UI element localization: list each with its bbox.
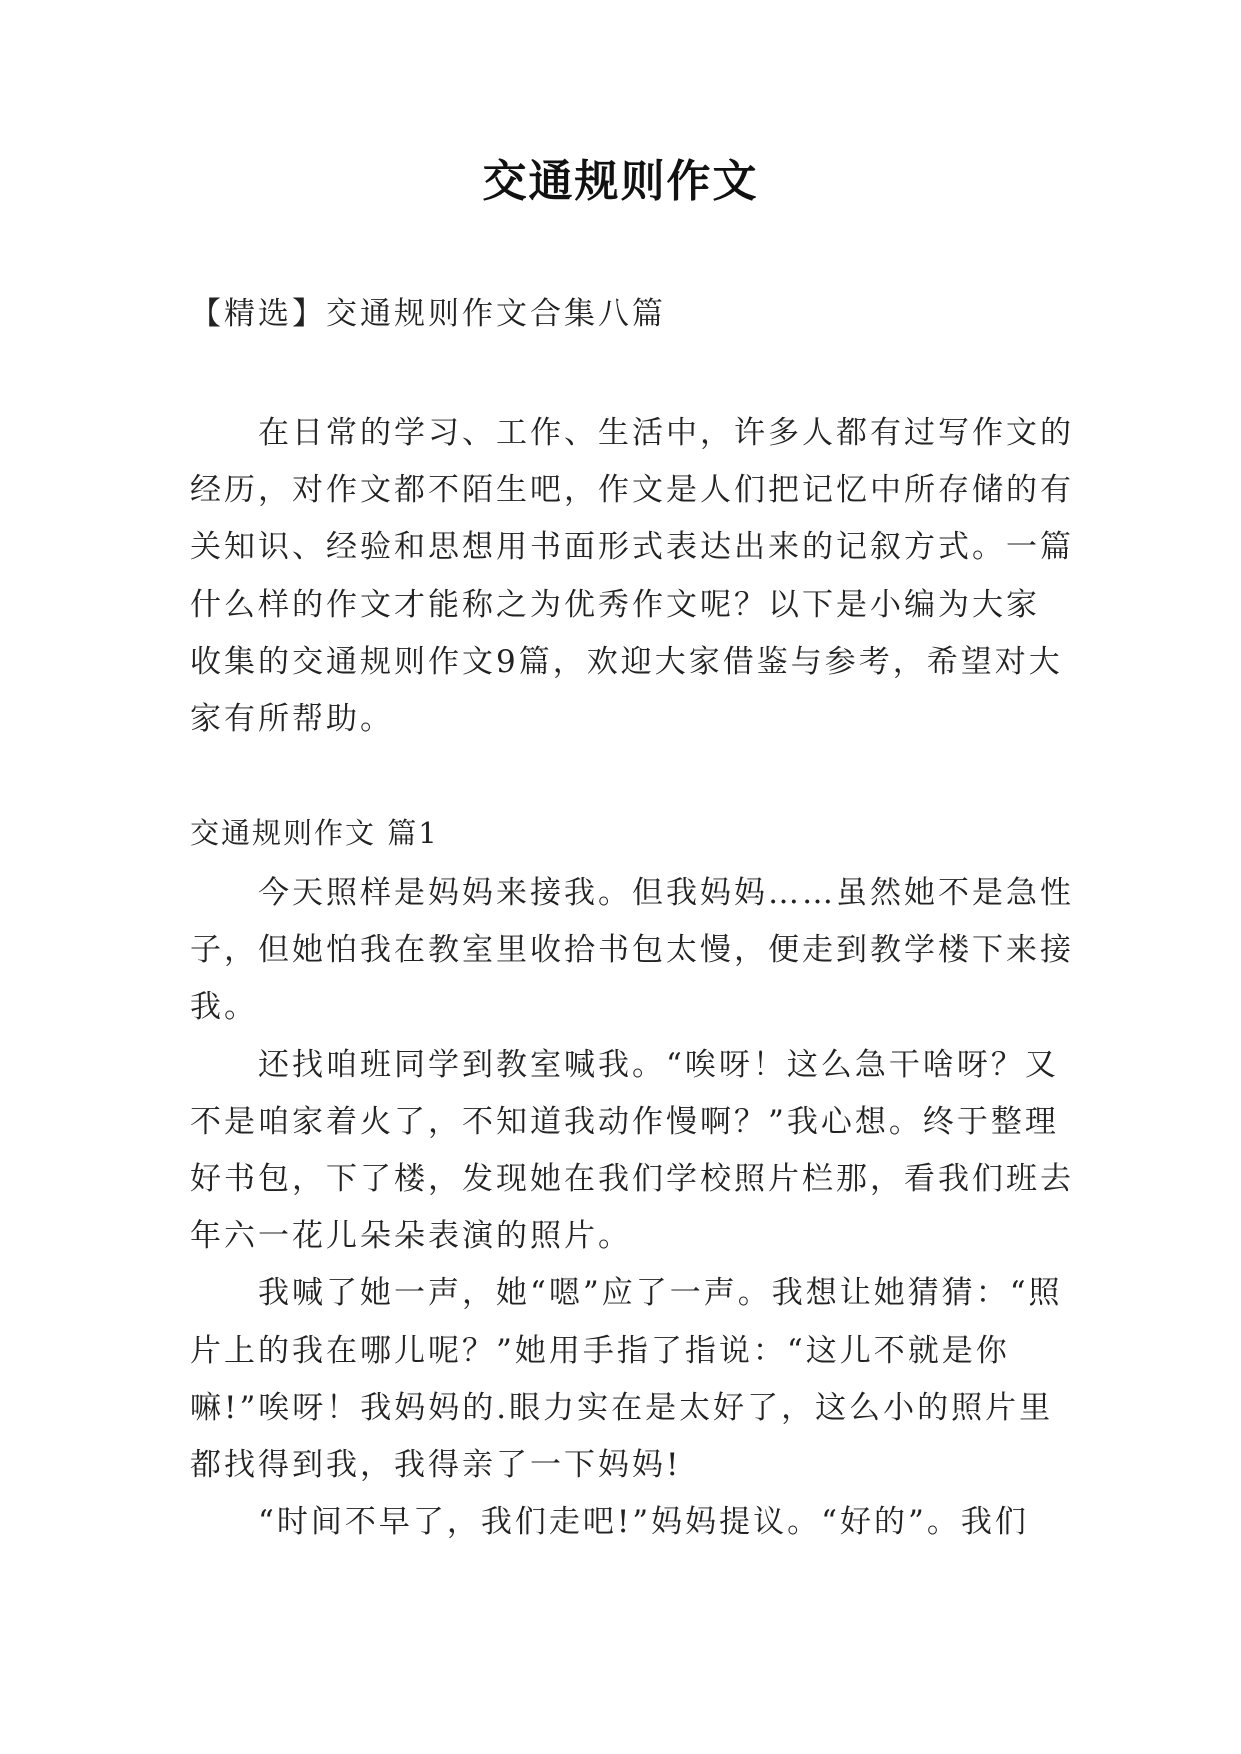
paragraph-line: 在日常的学习、工作、生活中，许多人都有过写作文的 xyxy=(258,415,1074,451)
paragraph-line: “时间不早了，我们走吧!”妈妈提议。“好的”。我们 xyxy=(258,1504,1029,1541)
paragraph-line: 今天照样是妈妈来接我。但我妈妈……虽然她不是急性 xyxy=(258,875,1074,911)
section-heading: 交通规则作文 篇1 xyxy=(190,816,439,850)
paragraph-line: 都找得到我，我得亲了一下妈妈! xyxy=(190,1446,682,1483)
paragraph-line: 嘛!”唉呀！我妈妈的.眼力实在是太好了，这么小的照片里 xyxy=(190,1389,1054,1426)
paragraph-line: 家有所帮助。 xyxy=(190,700,394,737)
paragraph-line: 不是咱家着火了，不知道我动作慢啊？”我心想。终于整理 xyxy=(190,1103,1059,1140)
document-title: 交通规则作文 xyxy=(482,156,759,207)
paragraph-line: 什么样的作文才能称之为优秀作文呢？以下是小编为大家 xyxy=(190,586,1040,623)
essay-body xyxy=(190,865,1074,1551)
paragraph-line: 片上的我在哪儿呢？”她用手指了指说：“这儿不就是你 xyxy=(190,1332,1010,1369)
paragraph-line: 我喊了她一声，她“嗯”应了一声。我想让她猜猜：“照 xyxy=(258,1275,1063,1312)
paragraph-line: 还找咱班同学到教室喊我。“唉呀！这么急干啥呀？又 xyxy=(258,1046,1059,1083)
paragraph-line: 关知识、经验和思想用书面形式表达出来的记叙方式。一篇 xyxy=(190,529,1074,566)
paragraph-line: 子，但她怕我在教室里收拾书包太慢，便走到教学楼下来接 xyxy=(190,932,1074,969)
document-subtitle: 【精选】交通规则作文合集八篇 xyxy=(190,296,666,332)
intro-paragraph xyxy=(190,405,1074,748)
paragraph-line: 年六一花儿朵朵表演的照片。 xyxy=(190,1218,632,1255)
paragraph-line: 我。 xyxy=(190,989,258,1026)
paragraph-line: 经历，对作文都不陌生吧，作文是人们把记忆中所存储的有 xyxy=(190,472,1074,509)
paragraph-line: 好书包，下了楼，发现她在我们学校照片栏那，看我们班去 xyxy=(190,1160,1074,1197)
paragraph-line: 收集的交通规则作文9篇，欢迎大家借鉴与参考，希望对大 xyxy=(190,643,1063,680)
